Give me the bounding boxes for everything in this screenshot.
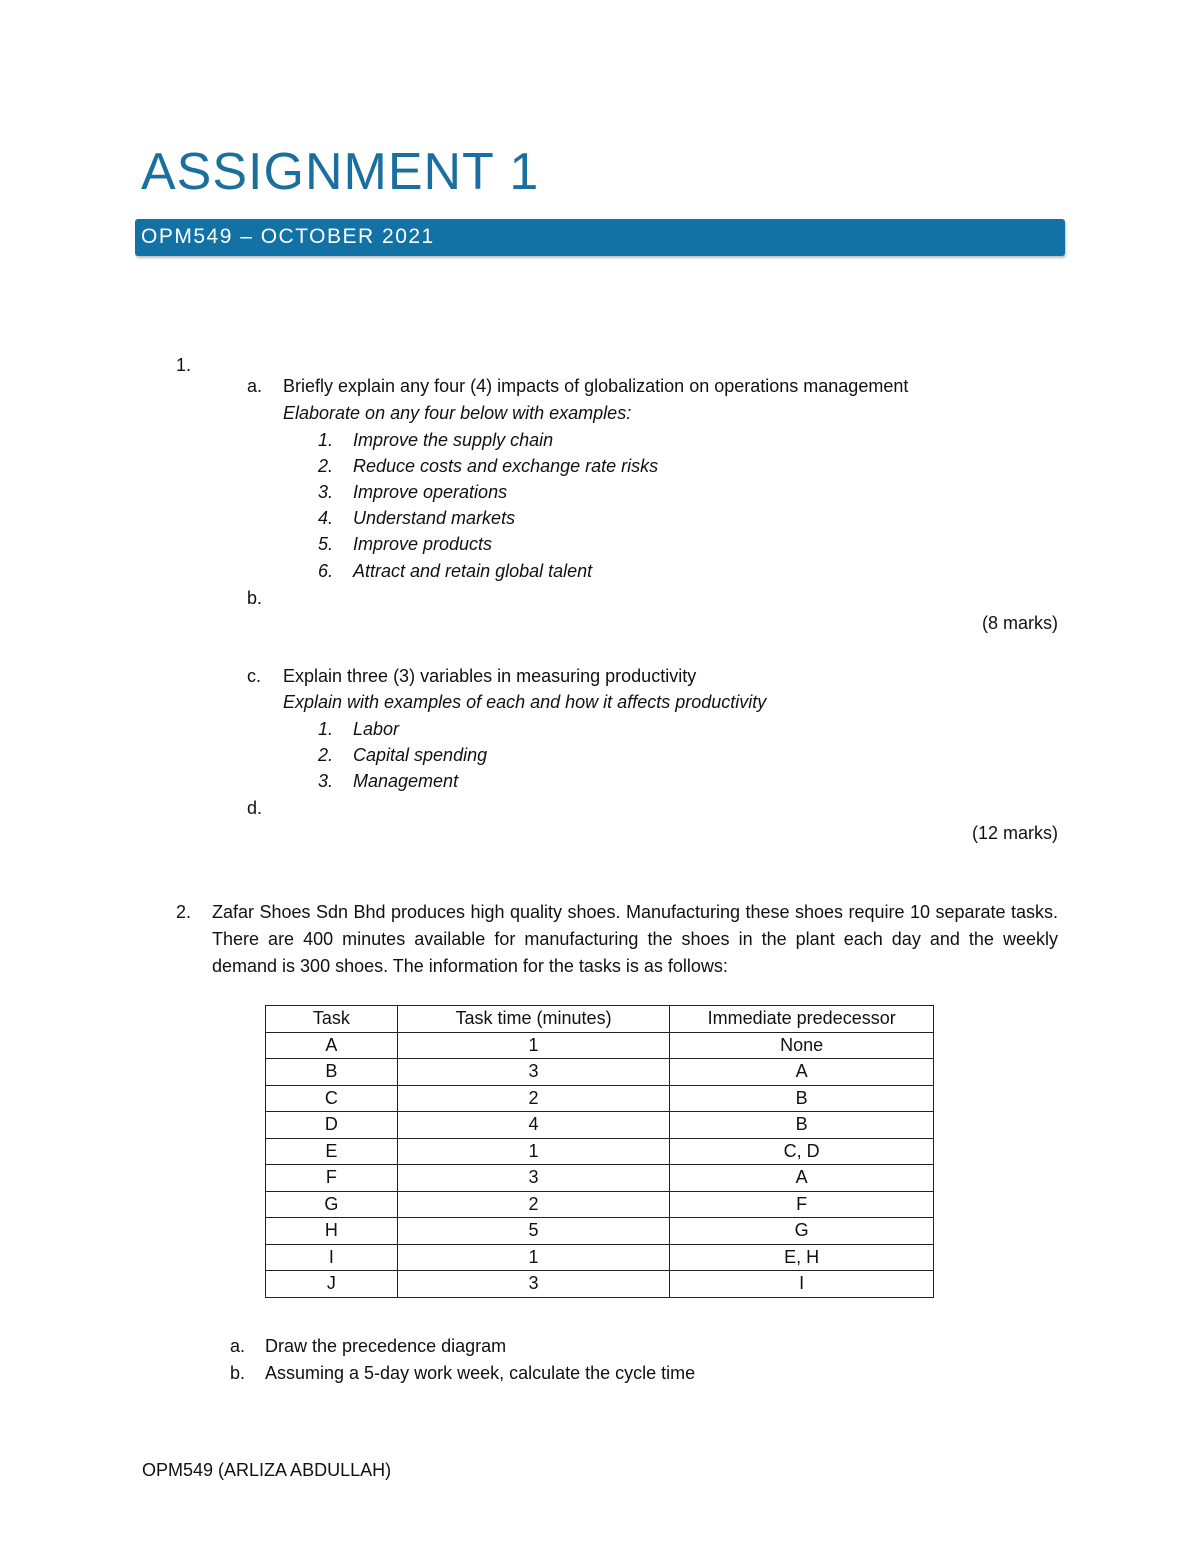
table-row <box>266 1191 934 1218</box>
q1c-question: Explain three (3) variables in measuring productivity <box>283 666 697 686</box>
table-header-row <box>266 1006 934 1033</box>
q1c-hint: Explain with examples of each and how it affects productivity <box>283 692 767 712</box>
q1c-item-text: Capital spending <box>353 745 488 765</box>
q1a-item-text: Attract and retain global talent <box>353 561 593 581</box>
q1b-marker: b. <box>247 588 263 608</box>
q1a-item-number: 4. <box>318 508 334 528</box>
table-cell: G <box>670 1218 934 1245</box>
q2a-question: Draw the precedence diagram <box>265 1336 507 1356</box>
q1a-item-text: Improve products <box>353 534 493 554</box>
table-row <box>266 1138 934 1165</box>
table-cell: 3 <box>397 1271 670 1298</box>
table-cell: 3 <box>397 1165 670 1192</box>
q1a-item-text: Understand markets <box>353 508 516 528</box>
q1c-item-text: Labor <box>353 719 400 739</box>
q1a-marker: a. <box>247 376 263 396</box>
q1a-hint: Elaborate on any four below with examples: <box>283 403 632 423</box>
table-row <box>266 1112 934 1139</box>
page-title: ASSIGNMENT 1 <box>141 143 540 201</box>
table-cell: 3 <box>397 1059 670 1086</box>
table-row <box>266 1244 934 1271</box>
q1-number: 1. <box>176 355 192 375</box>
table-header-cell: Task time (minutes) <box>397 1006 670 1033</box>
course-banner <box>135 219 1065 256</box>
table-cell: A <box>670 1059 934 1086</box>
table-cell: A <box>670 1165 934 1192</box>
q1c-marker: c. <box>247 666 262 686</box>
q1d-marks: (12 marks) <box>971 823 1058 843</box>
q2a-marker: a. <box>230 1336 246 1356</box>
table-row <box>266 1271 934 1298</box>
q1c-item-number: 2. <box>318 745 334 765</box>
table-cell: I <box>670 1271 934 1298</box>
q1a-item-text: Improve the supply chain <box>353 430 554 450</box>
table-row <box>266 1218 934 1245</box>
table-cell: 4 <box>397 1112 670 1139</box>
table-cell: I <box>266 1244 398 1271</box>
table-row <box>266 1165 934 1192</box>
table-row <box>266 1085 934 1112</box>
page-footer: OPM549 (ARLIZA ABDULLAH) <box>142 1460 392 1480</box>
q2b-marker: b. <box>230 1363 246 1383</box>
q1a-item-number: 3. <box>318 482 334 502</box>
table-cell: B <box>266 1059 398 1086</box>
table-cell: C, D <box>670 1138 934 1165</box>
table-cell: E, H <box>670 1244 934 1271</box>
q2b-question: Assuming a 5-day work week, calculate the cycle time <box>265 1363 696 1383</box>
q1a-item-number: 6. <box>318 561 334 581</box>
table-cell: B <box>670 1085 934 1112</box>
q2-number: 2. <box>176 902 192 922</box>
q2-paragraph: Zafar Shoes Sdn Bhd produces high quality shoes. Manufacturing these shoes require 10 separate tasks. There are 400 minutes available for manufacturing the shoes in the plant each day and the weekly demand is 300 shoes. The information for the tasks is as follows: <box>212 902 1058 976</box>
table-cell: 1 <box>397 1244 670 1271</box>
q1a-question: Briefly explain any four (4) impacts of globalization on operations management <box>283 376 909 396</box>
q1c-item-number: 1. <box>318 719 334 739</box>
table-cell: D <box>266 1112 398 1139</box>
table-cell: F <box>670 1191 934 1218</box>
table-cell: G <box>266 1191 398 1218</box>
table-cell: C <box>266 1085 398 1112</box>
table-cell: J <box>266 1271 398 1298</box>
q1c-item-number: 3. <box>318 771 334 791</box>
q1d-marker: d. <box>247 798 263 818</box>
table-cell: 1 <box>397 1138 670 1165</box>
table-cell: 1 <box>397 1032 670 1059</box>
table-header-cell: Task <box>266 1006 398 1033</box>
course-banner-label: OPM549 – OCTOBER 2021 <box>141 225 435 248</box>
table-cell: A <box>266 1032 398 1059</box>
table-cell: None <box>670 1032 934 1059</box>
q1a-item-text: Improve operations <box>353 482 508 502</box>
table-header-cell: Immediate predecessor <box>670 1006 934 1033</box>
table-cell: 2 <box>397 1191 670 1218</box>
q1a-item-number: 2. <box>318 456 334 476</box>
q1c-item-text: Management <box>353 771 459 791</box>
table-row <box>266 1032 934 1059</box>
task-table <box>265 1005 934 1298</box>
table-cell: 5 <box>397 1218 670 1245</box>
table-cell: B <box>670 1112 934 1139</box>
table-cell: F <box>266 1165 398 1192</box>
q1a-item-text: Reduce costs and exchange rate risks <box>353 456 659 476</box>
table-cell: 2 <box>397 1085 670 1112</box>
table-row <box>266 1059 934 1086</box>
table-cell: E <box>266 1138 398 1165</box>
table-cell: H <box>266 1218 398 1245</box>
q1b-marks: (8 marks) <box>982 613 1058 633</box>
q1a-item-number: 5. <box>318 534 334 554</box>
q1a-item-number: 1. <box>318 430 334 450</box>
